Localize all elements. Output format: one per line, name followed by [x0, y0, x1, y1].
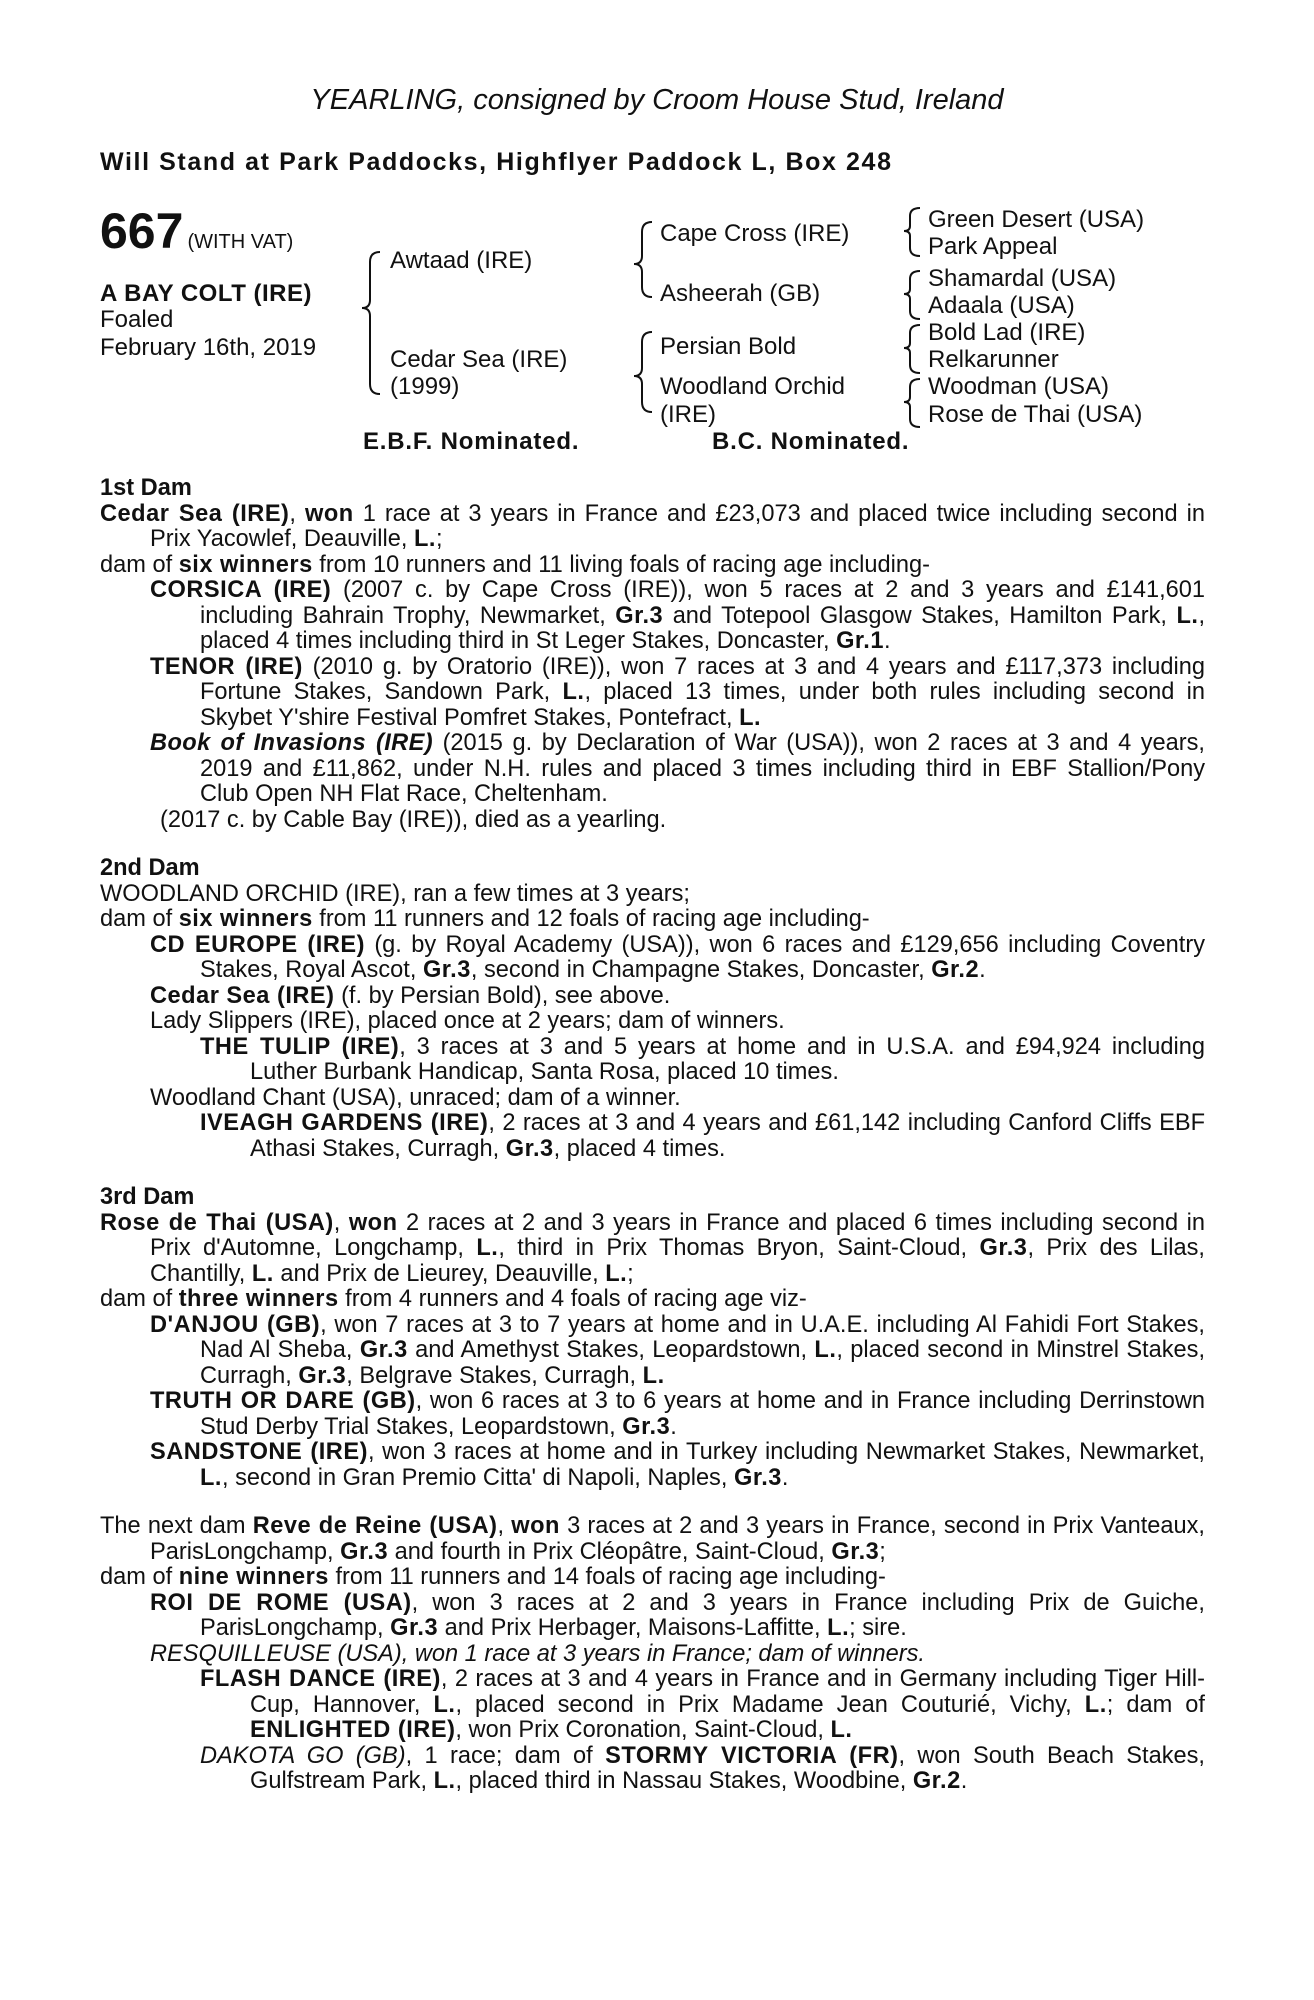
progeny-woodland-chant: Woodland Chant (USA), unraced; dam of a winner. — [150, 1084, 681, 1111]
progeny-cedar-sea: Cedar Sea (IRE) (f. by Persian Bold), see above. — [150, 982, 671, 1009]
gen3-7: Woodman (USA) — [928, 373, 1109, 400]
gen3-2: Park Appeal — [928, 233, 1058, 260]
progeny-corsica: CORSICA (IRE) (2007 c. by Cape Cross (IRE)), won 5 races at 2 and 3 years and £141,601 including Bahrain Trophy, Newmarket, Gr.3 and Totepool Glasgow Stakes, Hamilton Park, L., placed 4 times including third in St Leger Stakes, Doncaster, Gr.1. — [150, 577, 1206, 654]
third-dam-intro: Rose de Thai (USA), won 2 races at 2 and 3 years in France and placed 6 times including second in Prix d'Automne, Longchamp, L., third in Prix Thomas Bryon, Saint-Cloud, Gr.3, Prix des Lilas, Chantilly, L. and Prix de Lieurey, Deauville, L.; — [100, 1209, 1205, 1287]
gen3-4: Adaala (USA) — [928, 292, 1075, 319]
progeny-resquilleuse: RESQUILLEUSE (USA), won 1 race at 3 years in France; dam of winners. — [150, 1640, 925, 1667]
progeny-flash-dance: FLASH DANCE (IRE), 2 races at 3 and 4 years in France and in Germany including Tiger Hill-Cup, Hannover, L., placed second in Prix Madame Jean Couturié, Vichy, L.; dam of ENLIGHTED (IRE), won Prix Coronation, Saint-Cloud, L. — [200, 1666, 1206, 1743]
bracket-g-3 — [904, 325, 920, 373]
sire-dam: Asheerah (GB) — [660, 280, 821, 307]
gen3-8: Rose de Thai (USA) — [928, 401, 1143, 428]
sire-sire: Cape Cross (IRE) — [660, 220, 850, 247]
first-dam-intro: Cedar Sea (IRE), won 1 race at 3 years in France and £23,073 and placed twice including second in Prix Yacowlef, Deauville, L.; — [100, 500, 1205, 552]
bc-nominated: B.C. Nominated. — [712, 428, 910, 455]
bracket-g-4 — [904, 379, 920, 427]
gen3-3: Shamardal (USA) — [928, 265, 1117, 292]
bracket-first-gen — [362, 252, 380, 394]
page-title: YEARLING, consigned by Croom House Stud, Ireland — [310, 84, 1004, 116]
gen3-1: Green Desert (USA) — [928, 206, 1145, 233]
progeny-the-tulip: THE TULIP (IRE), 3 races at 3 and 5 years at home and in U.S.A. and £94,924 including Luther Burbank Handicap, Santa Rosa, placed 10 times. — [200, 1033, 1205, 1085]
third-dam-heading: 3rd Dam — [100, 1184, 195, 1210]
bracket-sire — [634, 222, 652, 297]
second-dam-heading: 2nd Dam — [100, 855, 200, 881]
third-dam-dam-of: dam of three winners from 4 runners and 4 foals of racing age viz- — [100, 1286, 807, 1312]
progeny-danjou: D'ANJOU (GB), won 7 races at 3 to 7 years at home and in U.A.E. including Al Fahidi Fort Stakes, Nad Al Sheba, Gr.3 and Amethyst Stakes, Leopardstown, L., placed second in Minstrel Stakes, Curragh, Gr.3, Belgrave Stakes, Curragh, L. — [150, 1311, 1205, 1389]
horse-name: A BAY COLT (IRE) — [100, 280, 313, 307]
gen3-5: Bold Lad (IRE) — [928, 319, 1086, 346]
progeny-cd-europe: CD EUROPE (IRE) (g. by Royal Academy (USA)), won 6 races and £129,656 including Coventry Stakes, Royal Ascot, Gr.3, second in Champagne Stakes, Doncaster, Gr.2. — [150, 931, 1206, 983]
vat-label: (WITH VAT) — [187, 231, 294, 253]
progeny-book-of-invasions: Book of Invasions (IRE) (2015 g. by Declaration of War (USA)), won 2 races at 3 and 4 years, 2019 and £11,862, under N.H. rules and placed 3 times including third in EBF Stallion/Pony Club Open NH Flat Race, Cheltenham. — [150, 730, 1205, 807]
progeny-2017-colt: (2017 c. by Cable Bay (IRE)), died as a yearling. — [160, 806, 667, 833]
second-dam-intro: WOODLAND ORCHID (IRE), ran a few times at 3 years; — [100, 880, 690, 907]
second-dam-dam-of: dam of six winners from 11 runners and 12 foals of racing age including- — [100, 906, 870, 932]
dam-sire: Persian Bold — [660, 333, 797, 360]
progeny-tenor: TENOR (IRE) (2010 g. by Oratorio (IRE)), won 7 races at 3 and 4 years and £117,373 including Fortune Stakes, Sandown Park, L., placed 13 times, under both rules including second in Skybet Y'shire Festival Pomfret Stakes, Pontefract, L. — [150, 653, 1205, 731]
next-dam-dam-of: dam of nine winners from 11 runners and 14 foals of racing age including- — [100, 1564, 886, 1590]
progeny-lady-slippers: Lady Slippers (IRE), placed once at 2 years; dam of winners. — [150, 1008, 785, 1034]
dam-name: Cedar Sea (IRE) — [390, 346, 568, 373]
dam-year: (1999) — [390, 373, 460, 400]
bracket-g-1 — [904, 208, 920, 256]
bracket-g-2 — [904, 271, 920, 319]
first-dam-dam-of: dam of six winners from 10 runners and 11 living foals of racing age including- — [100, 551, 930, 578]
ebf-nominated: E.B.F. Nominated. — [363, 428, 580, 455]
bracket-dam — [634, 332, 652, 412]
lot-number: 667 — [100, 203, 184, 259]
first-dam-heading: 1st Dam — [100, 475, 192, 501]
progeny-iveagh-gardens: IVEAGH GARDENS (IRE), 2 races at 3 and 4 years and £61,142 including Canford Cliffs EBF Athasi Stakes, Curragh, Gr.3, placed 4 times. — [200, 1110, 1205, 1162]
progeny-sandstone: SANDSTONE (IRE), won 3 races at home and in Turkey including Newmarket Stakes, Newmarket, L., second in Gran Premio Citta' di Napoli, Naples, Gr.3. — [150, 1439, 1205, 1491]
catalogue-body — [100, 476, 1205, 1795]
progeny-truth-or-dare: TRUTH OR DARE (GB), won 6 races at 3 to 6 years at home and in France including Derrinstown Stud Derby Trial Stakes, Leopardstown, Gr.3. — [150, 1388, 1205, 1440]
location-line: Will Stand at Park Paddocks, Highflyer Paddock L, Box 248 — [100, 148, 893, 176]
foaled-date: February 16th, 2019 — [100, 334, 317, 361]
sire-name: Awtaad (IRE) — [390, 247, 533, 274]
foaled-label: Foaled — [100, 306, 174, 333]
dam-dam: Woodland Orchid — [660, 373, 845, 400]
gen3-6: Relkarunner — [928, 346, 1059, 373]
progeny-roi-de-rome: ROI DE ROME (USA), won 3 races at 2 and 3 years in France including Prix de Guiche, ParisLongchamp, Gr.3 and Prix Herbager, Maisons-Laffitte, L.; sire. — [150, 1589, 1205, 1641]
progeny-dakota-go: DAKOTA GO (GB), 1 race; dam of STORMY VICTORIA (FR), won South Beach Stakes, Gulfstream Park, L., placed third in Nassau Stakes, Woodbine, Gr.2. — [200, 1742, 1205, 1794]
next-dam-intro: The next dam Reve de Reine (USA), won 3 races at 2 and 3 years in France, second in Prix Vanteaux, ParisLongchamp, Gr.3 and fourth in Prix Cléopâtre, Saint-Cloud, Gr.3; — [100, 1513, 1205, 1565]
dam-dam-country: (IRE) — [660, 401, 716, 428]
